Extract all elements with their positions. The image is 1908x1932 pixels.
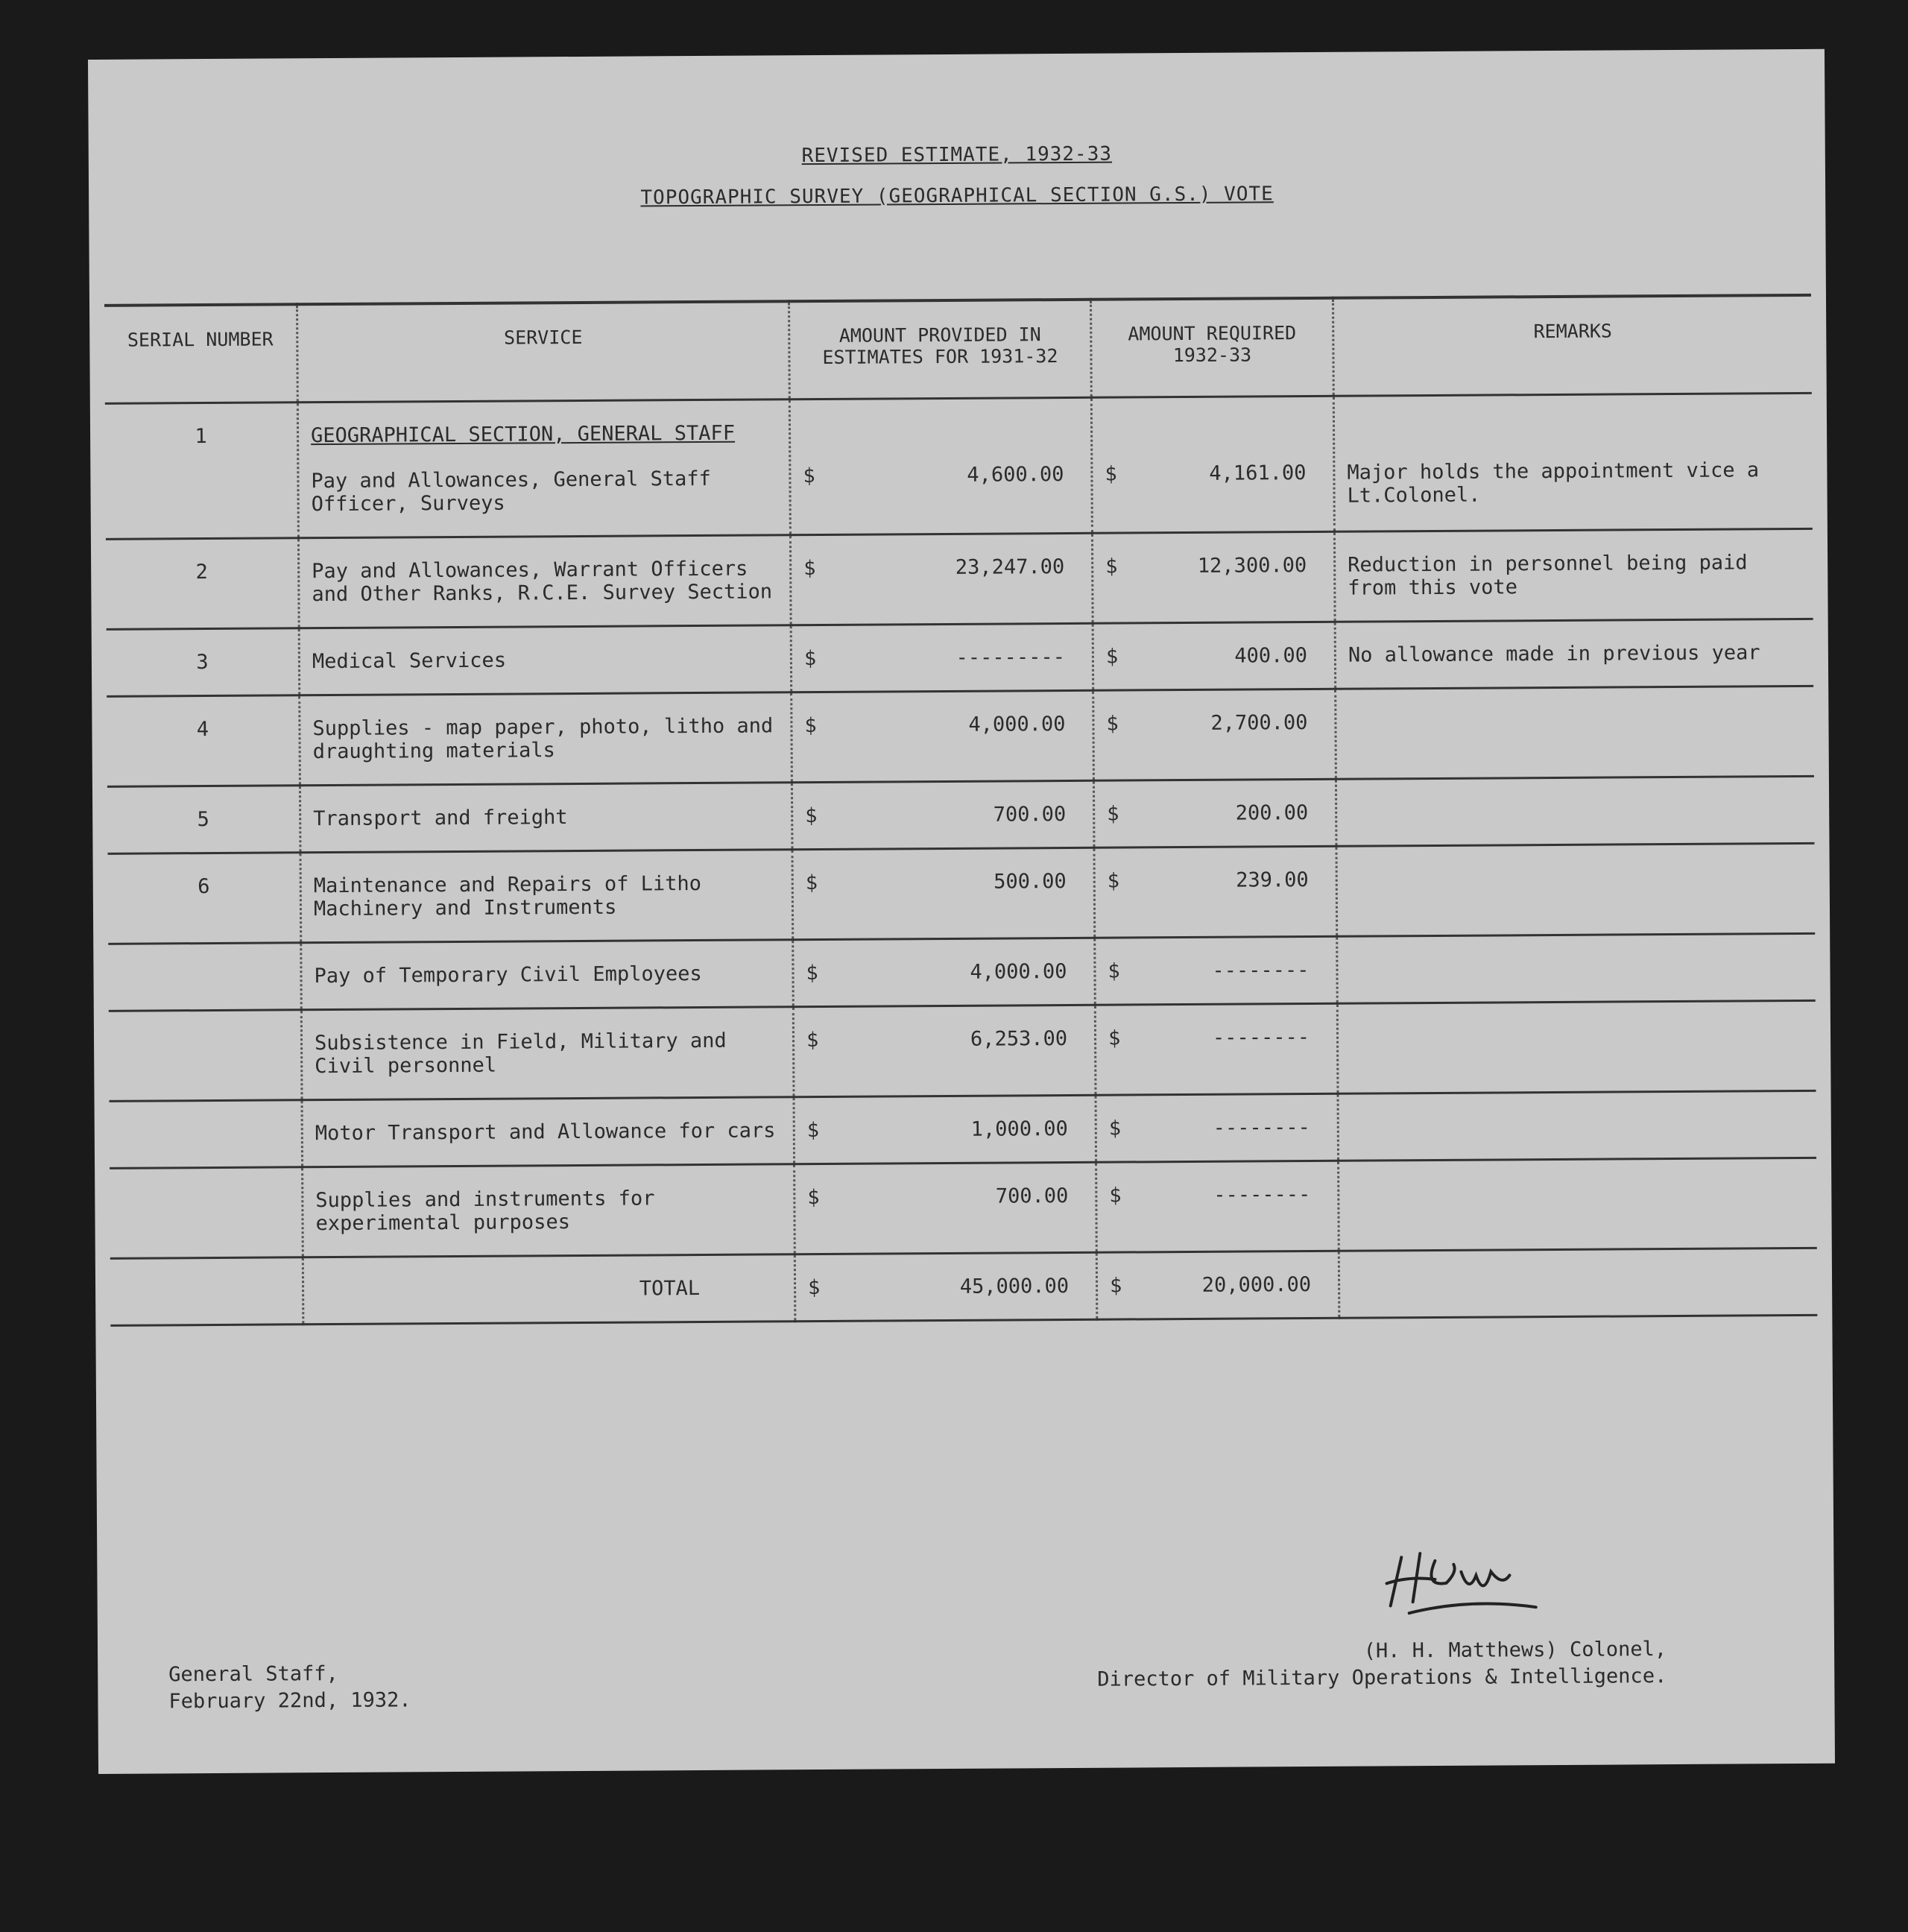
required-value: 12,300.00 — [1197, 554, 1307, 578]
service-text: Pay and Allowances, General Staff Officer, Surveys — [311, 467, 711, 517]
dollar-sign: $ — [1109, 1184, 1122, 1208]
required-cell — [1096, 1161, 1339, 1252]
handwritten-signature — [1379, 1541, 1573, 1625]
remarks-cell — [1333, 393, 1813, 531]
dollar-sign: $ — [803, 464, 815, 488]
dollar-sign: $ — [1108, 959, 1120, 983]
service-cell: Supplies and instruments for experimental purposes — [303, 1164, 795, 1257]
table-row — [107, 619, 1814, 696]
serial-cell: 2 — [106, 538, 299, 630]
provided-value: 4,000.00 — [970, 959, 1067, 984]
footer-signature-block — [1026, 1636, 1667, 1693]
serial-cell — [109, 1010, 302, 1102]
remarks-cell — [1337, 1000, 1816, 1093]
table-row — [107, 776, 1815, 853]
service-cell: Maintenance and Repairs of Litho Machinery and Instruments — [300, 850, 793, 943]
serial-cell — [108, 943, 301, 1011]
provided-cell — [794, 1095, 1096, 1164]
provided-value: 4,600.00 — [967, 463, 1064, 487]
table-row — [106, 528, 1813, 629]
provided-cell — [792, 690, 1094, 782]
provided-cell — [793, 938, 1096, 1006]
required-value: 400.00 — [1234, 644, 1308, 668]
serial-cell: 5 — [107, 786, 300, 854]
provided-cell — [795, 1162, 1097, 1254]
required-value: -------- — [1212, 959, 1310, 982]
dollar-sign: $ — [805, 871, 818, 895]
remarks-cell — [1339, 1248, 1817, 1318]
provided-value: --------- — [955, 645, 1066, 669]
required-cell — [1096, 1093, 1339, 1162]
required-value: -------- — [1213, 1116, 1310, 1140]
total-row — [110, 1248, 1818, 1325]
dollar-sign: $ — [805, 804, 818, 828]
provided-value: 700.00 — [993, 803, 1067, 827]
required-value: -------- — [1212, 1026, 1310, 1049]
dollar-sign: $ — [804, 714, 817, 738]
serial-cell — [110, 1257, 303, 1326]
dollar-sign: $ — [1108, 1026, 1121, 1050]
footer-office: General Staff, — [168, 1661, 338, 1687]
table-row — [110, 1090, 1817, 1168]
serial-cell: 1 — [105, 402, 299, 540]
provided-cell — [793, 1005, 1096, 1096]
required-cell — [1094, 846, 1337, 938]
table-header-row — [104, 295, 1812, 403]
document-subtitle: TOPOGRAPHIC SURVEY (GEOGRAPHICAL SECTION G.S.) VOTE — [640, 183, 1274, 209]
total-required-cell — [1096, 1251, 1339, 1319]
total-required-value: 20,000.00 — [1201, 1273, 1312, 1297]
signatory-name: (H. H. Matthews) Colonel, — [1363, 1638, 1667, 1663]
remarks-cell — [1339, 1158, 1817, 1251]
remarks-cell — [1336, 843, 1815, 936]
provided-cell — [790, 533, 1093, 625]
required-cell — [1095, 1003, 1338, 1095]
dollar-sign: $ — [803, 557, 816, 581]
document-title: REVISED ESTIMATE, 1932-33 — [801, 142, 1113, 168]
serial-cell — [110, 1100, 303, 1169]
dollar-sign: $ — [1105, 462, 1117, 486]
dollar-sign: $ — [806, 962, 818, 985]
required-cell — [1095, 936, 1338, 1005]
required-value: 200.00 — [1235, 801, 1309, 825]
provided-value: 6,253.00 — [970, 1026, 1068, 1051]
table-row — [107, 686, 1814, 786]
dollar-sign: $ — [1108, 1117, 1122, 1140]
serial-cell: 3 — [107, 628, 300, 697]
service-cell: Pay of Temporary Civil Employees — [301, 940, 794, 1010]
remarks-cell — [1336, 686, 1814, 779]
table-row — [109, 1000, 1816, 1101]
provided-value: 500.00 — [994, 870, 1067, 894]
header-remarks: REMARKS — [1533, 320, 1613, 343]
estimate-table — [104, 294, 1817, 1327]
provided-cell — [792, 780, 1094, 849]
footer-origin — [168, 1660, 411, 1715]
section-heading: GEOGRAPHICAL SECTION, GENERAL STAFF — [310, 421, 736, 448]
table-row — [108, 843, 1816, 944]
table-body — [105, 393, 1818, 1325]
required-cell — [1092, 531, 1335, 623]
remarks-text: Major holds the appointment vice a Lt.Colonel. — [1347, 458, 1760, 508]
table-row — [108, 933, 1816, 1011]
dollar-sign: $ — [1106, 712, 1119, 736]
table-row — [110, 1158, 1817, 1258]
dollar-sign: $ — [807, 1276, 821, 1300]
dollar-sign: $ — [1109, 1274, 1122, 1298]
required-cell — [1093, 622, 1336, 690]
provided-cell — [791, 623, 1093, 692]
service-cell: Motor Transport and Allowance for cars — [302, 1097, 795, 1167]
service-cell: Medical Services — [299, 625, 792, 695]
required-value: -------- — [1213, 1183, 1311, 1207]
required-cell — [1093, 689, 1336, 780]
serial-cell: 4 — [107, 695, 300, 787]
required-cell — [1091, 396, 1334, 533]
signature-strokes — [1386, 1553, 1535, 1613]
provided-value: 4,000.00 — [968, 713, 1066, 736]
provided-value: 1,000.00 — [970, 1117, 1068, 1141]
service-cell: Supplies - map paper, photo, litho and draughting materials — [300, 692, 792, 786]
dollar-sign: $ — [803, 647, 817, 671]
required-value: 4,161.00 — [1209, 461, 1307, 485]
dollar-sign: $ — [807, 1186, 820, 1210]
total-provided-value: 45,000.00 — [959, 1274, 1070, 1298]
total-label: TOTAL — [639, 1277, 701, 1301]
dollar-sign: $ — [1105, 555, 1118, 578]
remarks-cell — [1337, 933, 1816, 1003]
required-cell — [1093, 779, 1336, 847]
remarks-cell: Reduction in personnel being paid from this vote — [1348, 551, 1748, 600]
remarks-cell: No allowance made in previous year — [1348, 641, 1760, 667]
required-value: 2,700.00 — [1210, 711, 1308, 735]
total-provided-cell — [795, 1252, 1097, 1321]
table-row — [105, 393, 1813, 539]
remarks-cell — [1338, 1090, 1816, 1161]
service-cell: Pay and Allowances, Warrant Officers and Other Ranks, R.C.E. Survey Section — [298, 535, 791, 628]
dollar-sign: $ — [1105, 645, 1119, 669]
header-provided: AMOUNT PROVIDED IN ESTIMATES FOR 1931-32 — [789, 300, 1091, 400]
service-cell: Transport and freight — [300, 783, 792, 853]
service-cell — [297, 400, 790, 538]
dollar-sign: $ — [806, 1119, 820, 1143]
footer-date: February 22nd, 1932. — [168, 1688, 411, 1714]
provided-value: 700.00 — [995, 1184, 1069, 1208]
provided-value: 23,247.00 — [955, 555, 1065, 579]
provided-cell — [789, 397, 1092, 534]
document-sheet — [88, 49, 1835, 1774]
header-service: SERVICE — [297, 301, 790, 402]
total-label-cell — [303, 1254, 795, 1325]
remarks-cell — [1336, 776, 1814, 846]
dollar-sign: $ — [806, 1029, 819, 1052]
header-serial: SERIAL NUMBER — [104, 304, 297, 403]
dollar-sign: $ — [1107, 802, 1119, 826]
serial-cell: 6 — [108, 853, 301, 944]
signatory-position: Director of Military Operations & Intelligence. — [1097, 1664, 1667, 1691]
service-cell: Subsistence in Field, Military and Civil personnel — [301, 1007, 794, 1100]
header-required: AMOUNT REQUIRED 1932-33 — [1090, 298, 1333, 397]
required-value: 239.00 — [1236, 868, 1309, 892]
provided-cell — [792, 847, 1095, 939]
dollar-sign: $ — [1107, 869, 1120, 893]
serial-cell — [110, 1167, 303, 1259]
